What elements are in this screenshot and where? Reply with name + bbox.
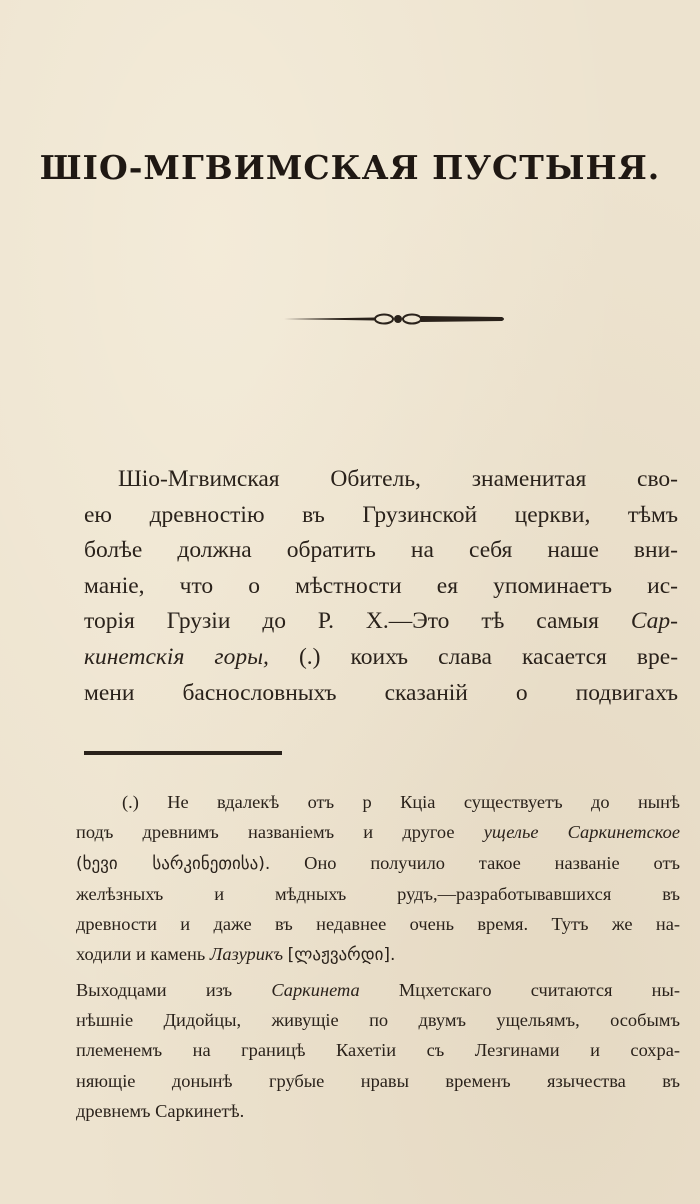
main-line xyxy=(84,604,678,640)
main-line xyxy=(84,640,678,676)
footnote-line: древности и даже въ недавнее очень время. Тутъ же на- xyxy=(76,914,680,935)
italic-place-name: ущелье Саркинетское xyxy=(483,822,680,843)
footnote-line: нѣшніе Дидойцы, живущіе по двумъ ущельямъ, особымъ xyxy=(76,1010,680,1031)
main-line: болѣе должна обратить на себя наше вни- xyxy=(84,537,678,564)
footnote-line xyxy=(76,975,680,1005)
footnote-span: ходили и камень xyxy=(76,944,206,965)
main-line: мени баснословныхъ сказаній о подвигахъ xyxy=(84,679,678,706)
ornamental-divider-icon xyxy=(280,306,510,332)
footnote-line: племенемъ на границѣ Кахетіи съ Лезгинами и сохра- xyxy=(76,1040,680,1061)
footnote-line: няющіе донынѣ грубые нравы временъ язычества въ xyxy=(76,1070,680,1091)
footnote-line: (.) Не вдалекѣ отъ р Кціа существуетъ до нынѣ xyxy=(122,792,680,812)
chapter-title: ШІО-МГВИМСКАЯ ПУСТЫНЯ. xyxy=(39,148,661,187)
footnote-span: подъ древнимъ названіемъ и другое xyxy=(76,822,455,843)
footnote-line: желѣзныхъ и мѣдныхъ рудъ,—разработывавшихся въ xyxy=(76,883,680,904)
footnote-span: Оно получило такое названіе отъ xyxy=(304,852,680,873)
main-text-span: торія Грузіи до Р. Х.—Это тѣ самыя xyxy=(84,608,599,635)
georgian-text: [ლაჟვარდი]. xyxy=(287,945,396,966)
footnote-separator xyxy=(84,751,282,755)
main-line: ею древностію въ Грузинской церкви, тѣмъ xyxy=(84,501,678,528)
main-line: Шіо-Мгвимская Обитель, знаменитая сво- xyxy=(118,466,678,492)
footnote-line xyxy=(76,817,680,847)
italic-place-name: Лазурикъ xyxy=(209,944,284,965)
main-line: маніе, что о мѣстности ея упоминаетъ ис- xyxy=(84,572,678,599)
main-text-span: (.) коихъ слава касается вре- xyxy=(298,643,679,670)
italic-place-name: Саркинета xyxy=(271,979,360,1000)
main-paragraph xyxy=(84,462,678,711)
footnote-span: Мцхетскаго считаются ны- xyxy=(398,979,680,1000)
footnote xyxy=(76,787,680,1126)
italic-place-name: Сар- xyxy=(630,608,678,635)
footnote-line xyxy=(76,848,680,879)
footnote-line: древнемъ Саркинетѣ. xyxy=(76,1100,245,1121)
footnote-line xyxy=(76,939,680,970)
georgian-text: (ხევი სარკინეთისა). xyxy=(76,853,271,874)
italic-place-name: кинетскія горы, xyxy=(84,643,269,670)
footnote-span: Выходцами изъ xyxy=(76,979,233,1000)
